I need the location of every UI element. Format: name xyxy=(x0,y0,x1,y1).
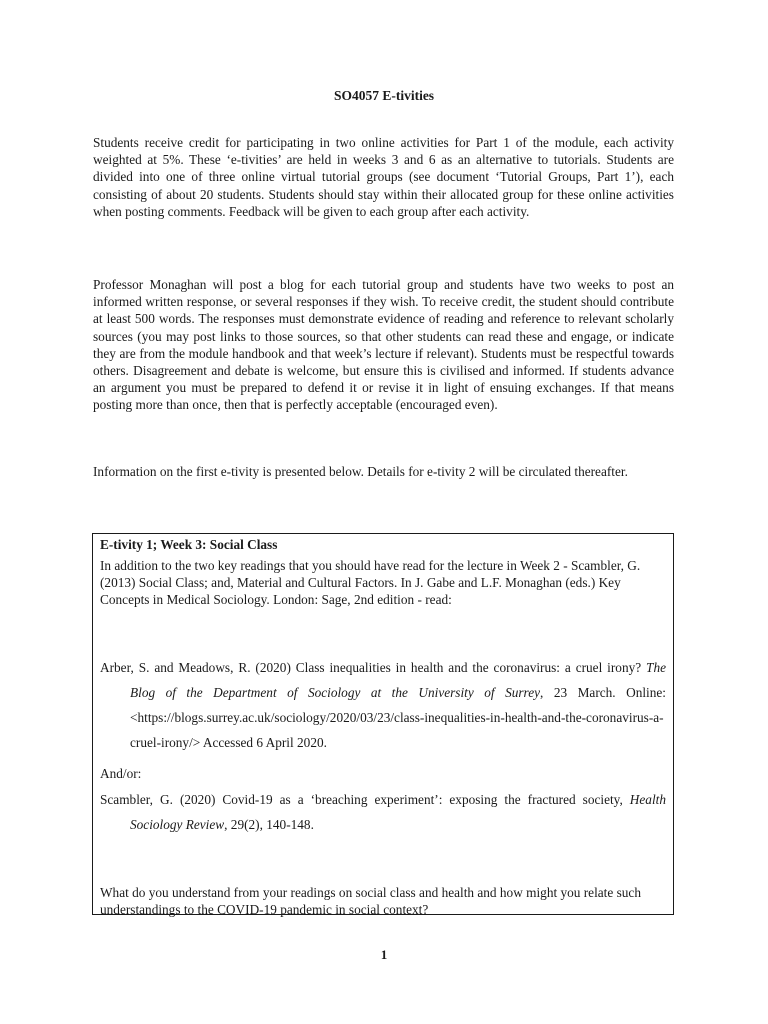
etivity-heading: E-tivity 1; Week 3: Social Class xyxy=(100,537,278,552)
intro-paragraph: Students receive credit for participating in two online activities for Part 1 of the module, each activity weighted at 5%. These ‘e-tivities’ are held in weeks 3 and 6 as an alternative to tutorials. Students are divided into one of three online virtual tutorial groups (see document ‘Tutorial Groups, Part 1’), each consisting of about 20 students. Students should stay within their allocated group for these online activities when posting comments. Feedback will be given to each group after each activity. xyxy=(93,135,674,219)
etivity-intro: In addition to the two key readings that you should have read for the lecture in Week 2 - Scambler, G. (2013) Social Class; and, Material and Cultural Factors. In J. Gabe and L.F. Monaghan (eds.) Key Concepts in Medical Sociology. London: Sage, 2nd edition - read: xyxy=(100,558,641,608)
reference-arber-meadows xyxy=(100,655,666,755)
reference-text: Scambler, G. (2020) Covid-19 as a ‘breaching experiment’: exposing the fractured society, xyxy=(100,791,630,807)
information-paragraph: Information on the first e-tivity is presented below. Details for e-tivity 2 will be circulated thereafter. xyxy=(93,464,628,479)
reference-text: Arber, S. and Meadows, R. (2020) Class inequalities in health and the coronavirus: a cruel irony? xyxy=(100,659,647,675)
discussion-question: What do you understand from your readings on social class and health and how might you relate such understandings to the COVID-19 pandemic in social context? xyxy=(100,884,641,917)
reference-text-end: , 29(2), 140-148. xyxy=(224,816,314,832)
reference-scambler xyxy=(100,787,666,837)
reference-source-title: The Blog of the Department of Sociology at the University of Surrey xyxy=(130,659,666,700)
page-number: 1 xyxy=(380,947,388,962)
and-or-label: And/or: xyxy=(100,765,142,781)
etivity-box-content xyxy=(100,536,666,918)
reference-journal-title: Health Sociology Review xyxy=(130,791,666,832)
reference-text-end: , 23 March. Online: <https://blogs.surrey.ac.uk/sociology/2020/03/23/class-inequalities-in-health-and-the-coronavirus-a-cruel-irony/> Accessed 6 April 2020. xyxy=(130,684,666,750)
document-title: SO4057 E-tivities xyxy=(333,88,435,103)
blog-instructions-paragraph: Professor Monaghan will post a blog for each tutorial group and students have two weeks to post an informed written response, or several responses if they wish. To receive credit, the student should contribute at least 500 words. The responses must demonstrate evidence of reading and reference to relevant scholarly sources (you may post links to those sources, so that other students can read these and engage, or indicate they are from the module handbook and that week’s lecture if relevant). Students must be respectful towards others. Disagreement and debate is welcome, but ensure this is civilised and informed. If students advance an argument you must be prepared to defend it or revise it in light of ensuing exchanges. If that means posting more than once, then that is perfectly acceptable (encouraged even). xyxy=(93,277,674,413)
etivity-box xyxy=(92,533,674,915)
